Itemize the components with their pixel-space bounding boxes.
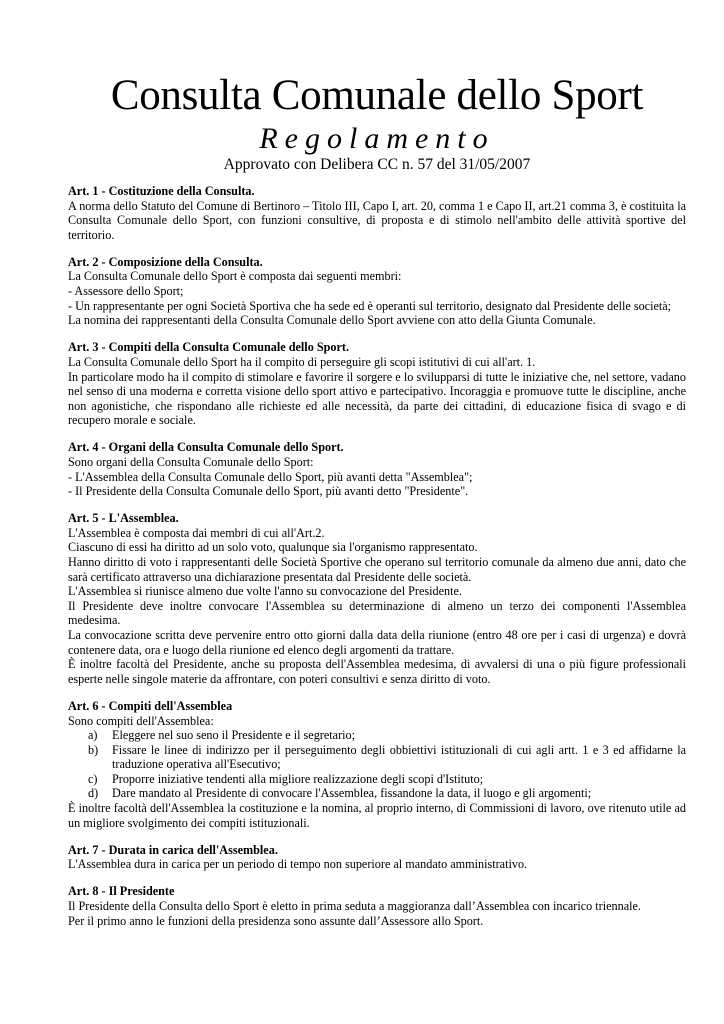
article-3: [68, 340, 686, 428]
article-6: [68, 699, 686, 830]
article-paragraph: - Assessore dello Sport;: [68, 284, 184, 299]
list-item-text: Eleggere nel suo seno il Presidente e il segretario;: [112, 728, 355, 743]
article-paragraph: È inoltre facoltà dell'Assemblea la costituzione e la nomina, al proprio interno, di Commissioni di lavoro, ove ritenuto utile ad un migliore svolgimento dei compiti istituzionali.: [68, 801, 686, 830]
approval-line: Approvato con Delibera CC n. 57 del 31/05/2007: [223, 156, 531, 173]
article-paragraph: Per il primo anno le funzioni della presidenza sono assunte dall’Assessore allo Sport.: [68, 913, 484, 928]
duties-list: [68, 728, 686, 801]
list-marker: d): [88, 786, 99, 801]
list-item-text: Proporre iniziative tendenti alla migliore realizzazione degli scopi d'Istituto;: [112, 771, 484, 786]
article-heading: Art. 2 - Composizione della Consulta.: [68, 254, 263, 269]
article-paragraph: La nomina dei rappresentanti della Consulta Comunale dello Sport avviene con atto della Giunta Comunale.: [68, 313, 596, 328]
article-heading: Art. 3 - Compiti della Consulta Comunale dello Sport.: [68, 340, 349, 355]
article-paragraph: La convocazione scritta deve pervenire entro otto giorni dalla data della riunione (entro 48 ore per i casi di urgenza) e dovrà contenere data, ora e luogo della riunione ed elenco degli argomenti da trattare.: [68, 628, 686, 657]
article-heading: Art. 1 - Costituzione della Consulta.: [68, 184, 255, 198]
article-paragraph: L'Assemblea si riunisce almeno due volte l'anno su convocazione del Presidente.: [68, 584, 462, 599]
list-item: [88, 728, 686, 743]
article-paragraph: L'Assemblea dura in carica per un periodo di tempo non superiore al mandato amministrativo.: [68, 857, 528, 872]
document-subtitle: Regolamento: [259, 122, 495, 155]
article-heading: Art. 4 - Organi della Consulta Comunale dello Sport.: [68, 440, 344, 455]
article-heading: Art. 6 - Compiti dell'Assemblea: [68, 698, 233, 713]
list-item: [88, 771, 686, 787]
article-paragraph: La Consulta Comunale dello Sport è composta dai seguenti membri:: [68, 269, 402, 284]
article-paragraph: Il Presidente della Consulta dello Sport è eletto in prima seduta a maggioranza dall’Assemblea con incarico triennale.: [68, 899, 641, 914]
article-paragraph: - Il Presidente della Consulta Comunale dello Sport, più avanti detto "Presidente".: [68, 484, 469, 499]
article-paragraph: In particolare modo ha il compito di stimolare e favorire il sorgere e lo svilupparsi di tutte le iniziative che, nel settore, vadano nel senso di una moderna e corretta visione dello sport attivo e partecipativo. Incoraggia e promuove tutte le discipline, anche non agonistiche, che rispondano alle richieste ed alle necessità, da parte dei cittadini, di educazione fisica di svago e di recupero morale e sociale.: [68, 369, 686, 428]
article-paragraph: Il Presidente deve inoltre convocare l'Assemblea su determinazione di almeno un terzo dei componenti l'Assemblea medesima.: [68, 598, 686, 628]
article-7: [68, 843, 686, 872]
list-item-text: Fissare le linee di indirizzo per il perseguimento degli obbiettivi istituzionali di cui agli artt. 1 e 3 ed affidarne la traduzione operativa all'Esecutivo;: [112, 742, 686, 772]
list-item-text: Dare mandato al Presidente di convocare l'Assemblea, fissandone la data, il luogo e gli argomenti;: [112, 786, 592, 801]
article-heading: Art. 5 - L'Assemblea.: [68, 511, 179, 526]
list-item: [88, 742, 686, 772]
article-paragraph: Sono compiti dell'Assemblea:: [68, 713, 214, 728]
article-paragraph: È inoltre facoltà del Presidente, anche su proposta dell'Assemblea medesima, di avvalersi di una o più figure professionali esperte nelle singole materie da affrontare, con poteri consultivi e senza diritto di voto.: [68, 657, 686, 686]
article-paragraph: Ciascuno di essi ha diritto ad un solo voto, qualunque sia l'organismo rappresentato.: [68, 540, 478, 555]
article-8: [68, 884, 686, 928]
article-paragraph: - Un rappresentante per ogni Società Sportiva che ha sede ed è operanti sul territorio, designato dal Presidente delle società;: [68, 298, 672, 313]
list-marker: a): [88, 728, 98, 743]
article-5: [68, 511, 686, 686]
article-paragraph: - L'Assemblea della Consulta Comunale dello Sport, più avanti detta "Assemblea";: [68, 469, 473, 484]
article-paragraph: Sono organi della Consulta Comunale dello Sport:: [68, 455, 314, 469]
article-paragraph: L'Assemblea è composta dai membri di cui all'Art.2.: [68, 525, 325, 540]
list-item: [88, 786, 686, 801]
article-4: [68, 440, 686, 498]
list-marker: c): [88, 771, 98, 786]
article-heading: Art. 8 - Il Presidente: [68, 884, 175, 899]
article-1: [68, 184, 686, 242]
article-paragraph: Hanno diritto di voto i rappresentanti delle Società Sportive che operano sul territorio comunale da almeno due anni, dato che sarà certificato attraverso una dichiarazione presentata dal Presidente delle società.: [68, 555, 686, 584]
article-heading: Art. 7 - Durata in carica dell'Assemblea.: [68, 842, 278, 857]
list-marker: b): [88, 742, 99, 757]
article-2: [68, 255, 686, 328]
article-paragraph: A norma dello Statuto del Comune di Bertinoro – Titolo III, Capo I, art. 20, comma 1 e Capo II, art.21 comma 3, è costituita la Consulta Comunale dello Sport, con funzioni consultive, di proposta e di stimolo nell'ambito delle attività sportive del territorio.: [68, 198, 686, 242]
document-title: Consulta Comunale dello Sport: [110, 72, 644, 119]
article-paragraph: La Consulta Comunale dello Sport ha il compito di perseguire gli scopi istitutivi di cui all'art. 1.: [68, 354, 536, 369]
